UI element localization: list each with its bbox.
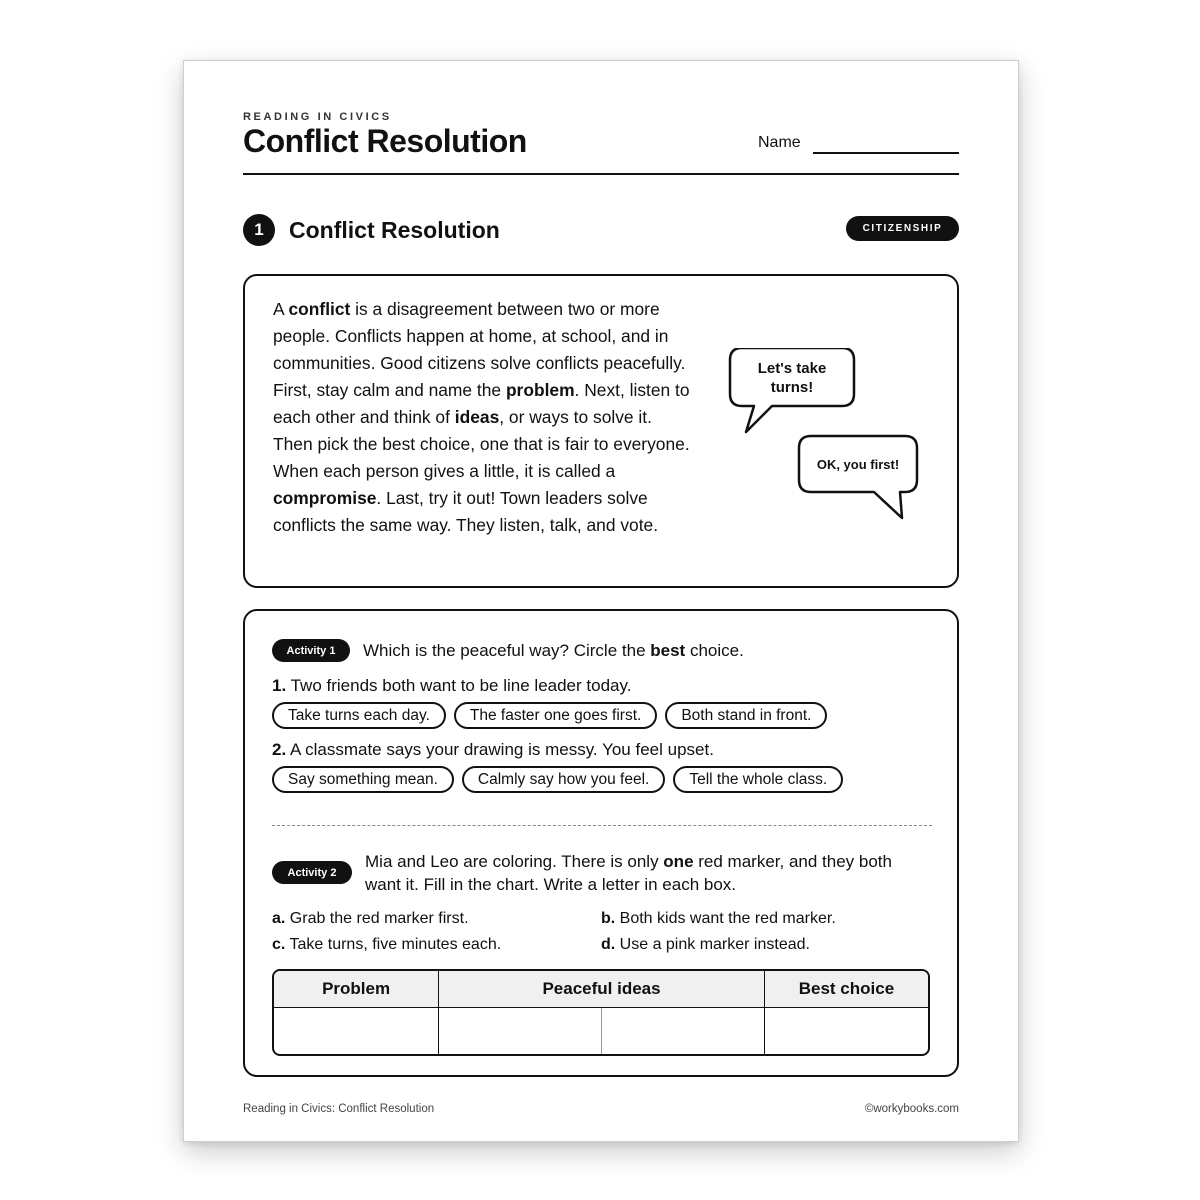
choice-option[interactable]: Calmly say how you feel. — [462, 766, 665, 793]
choice-option[interactable]: Take turns each day. — [272, 702, 446, 729]
option-text: Take turns, five minutes each. — [285, 936, 502, 953]
page-content — [243, 61, 959, 1141]
chart-answer-row — [274, 1008, 928, 1054]
speech-bubbles-illustration — [728, 348, 923, 528]
passage-text: , or ways to solve it. Then pick the best choice, one that is fair to everyone. When each person gives a little, it is called a — [273, 407, 690, 481]
passage-text: . Last, try it out! Town leaders solve conflicts the same way. They listen, talk, and vote. — [273, 488, 659, 535]
option-letter: a. — [272, 910, 286, 927]
answer-box-idea-2[interactable] — [602, 1008, 765, 1054]
chart-header-ideas: Peaceful ideas — [439, 971, 765, 1008]
question-text: A classmate says your drawing is messy. You feel upset. — [286, 740, 714, 759]
question-number: 1. — [272, 676, 287, 695]
choice-option[interactable]: Both stand in front. — [665, 702, 827, 729]
series-label: READING IN CIVICS — [243, 111, 392, 123]
option-b — [601, 910, 836, 928]
activity2-badge: Activity 2 — [272, 861, 352, 884]
question-text: Two friends both want to be line leader today. — [286, 676, 632, 695]
keyword-ideas: ideas — [454, 407, 500, 427]
option-letter: b. — [601, 910, 616, 927]
chart-header-best-choice: Best choice — [765, 971, 928, 1008]
chart-header-row — [274, 971, 928, 1008]
prompt-text: Which is the peaceful way? Circle the — [363, 641, 651, 660]
activity2-prompt — [365, 850, 925, 896]
footer-title: Reading in Civics: Conflict Resolution — [243, 1103, 435, 1115]
bubble-right-text: OK, you first! — [816, 457, 900, 472]
option-text: Both kids want the red marker. — [615, 910, 836, 927]
answer-box-problem[interactable] — [274, 1008, 439, 1054]
choice-option[interactable]: Tell the whole class. — [673, 766, 843, 793]
answer-box-best-choice[interactable] — [765, 1008, 928, 1054]
passage-text: . Next, listen to each other and think of — [273, 380, 690, 427]
choice-option[interactable]: The faster one goes first. — [454, 702, 657, 729]
topic-tag: CITIZENSHIP — [846, 216, 959, 241]
passage-text: A — [273, 299, 289, 319]
header-divider — [243, 173, 959, 175]
reading-passage-box — [243, 274, 959, 588]
option-d — [601, 936, 810, 954]
name-field[interactable] — [813, 152, 959, 154]
page-title: Conflict Resolution — [243, 123, 527, 159]
question-2-choices — [272, 766, 843, 793]
footer-copyright: ©workybooks.com — [864, 1103, 959, 1115]
question-2 — [272, 738, 714, 761]
activity-divider — [272, 825, 932, 826]
worksheet-page — [183, 60, 1019, 1142]
bubble-left-line2: turns! — [770, 379, 814, 396]
prompt-text: Mia and Leo are coloring. There is only — [365, 852, 664, 871]
name-label: Name — [758, 134, 801, 151]
passage-text: is a disagreement between two or more people. Conflicts happen at home, at school, and in communities. Good citizens solve conflicts peacefully. First, stay calm and name the — [273, 299, 686, 400]
keyword-problem: problem — [505, 380, 575, 400]
bubble-left-line1: Let's take — [757, 360, 827, 377]
prompt-bold: one — [663, 852, 694, 871]
option-text: Grab the red marker first. — [285, 910, 469, 927]
keyword-compromise: compromise — [273, 488, 377, 508]
chart-header-problem: Problem — [274, 971, 439, 1008]
prompt-text: choice. — [685, 641, 744, 660]
reading-passage — [273, 296, 691, 539]
conflict-chart — [272, 969, 930, 1056]
option-c — [272, 936, 501, 954]
section-title: Conflict Resolution — [289, 217, 500, 243]
answer-box-idea-1[interactable] — [439, 1008, 602, 1054]
option-a — [272, 910, 469, 928]
section-number-badge: 1 — [243, 214, 275, 246]
prompt-bold: best — [650, 641, 686, 660]
question-number: 2. — [272, 740, 287, 759]
option-letter: d. — [601, 936, 616, 953]
choice-option[interactable]: Say something mean. — [272, 766, 454, 793]
activity1-prompt — [363, 639, 744, 662]
activities-box — [243, 609, 959, 1077]
prompt-text: red marker, and they both want it. Fill in the chart. Write a letter in each box. — [365, 852, 892, 894]
keyword-conflict: conflict — [288, 299, 351, 319]
activity1-badge: Activity 1 — [272, 639, 350, 662]
speech-bubble-right — [799, 436, 917, 518]
option-text: Use a pink marker instead. — [615, 936, 810, 953]
option-letter: c. — [272, 936, 286, 953]
question-1 — [272, 674, 631, 697]
question-1-choices — [272, 702, 827, 729]
